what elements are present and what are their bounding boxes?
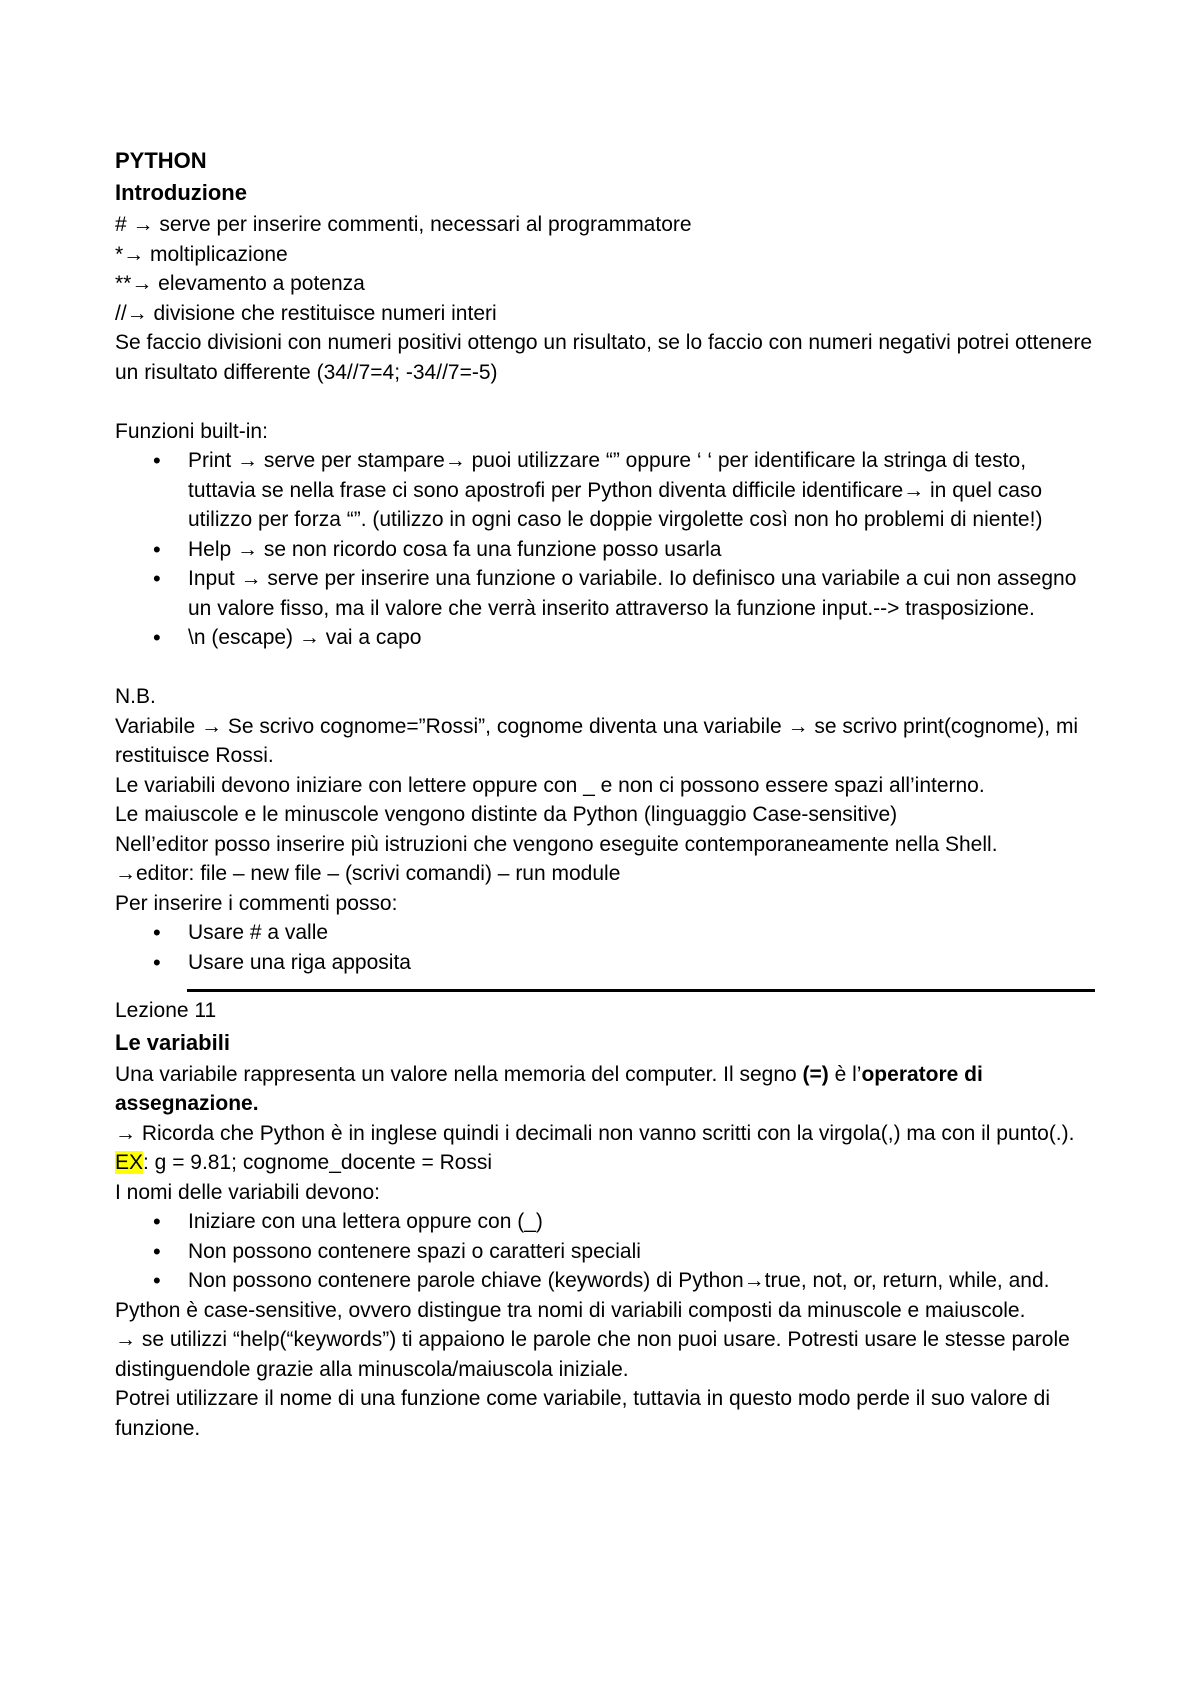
builtin-list (115, 446, 1095, 653)
closing-help-keywords: → se utilizzi “help(“keywords”) ti appaiono le parole che non puoi usare. Potresti usare le stesse parole distinguendole grazie alla minuscola/maiuscola iniziale. (115, 1328, 1070, 1381)
definition-mid: è l’ (828, 1062, 862, 1086)
spacer (115, 387, 1095, 417)
nb-line-naming: Le variabili devono iniziare con lettere oppure con _ e non ci possono essere spazi all’interno. (115, 773, 985, 797)
list-item: • Input → serve per inserire una funzione o variabile. Io definisco una variabile a cui non assegno un valore fisso, ma il valore che verrà inserito attraverso la funzione input.--> trasposizione. (115, 564, 1095, 623)
document-title: PYTHON (115, 148, 207, 173)
intro-line-comment: # → serve per inserire commenti, necessari al programmatore (115, 213, 692, 236)
names-list (115, 1207, 1095, 1296)
lesson-definition (115, 1060, 1095, 1119)
definition-text: Una variabile rappresenta un valore nella memoria del computer. Il segno (115, 1062, 803, 1086)
builtin-label: Funzioni built-in: (115, 419, 268, 443)
list-item: • Non possono contenere spazi o caratteri speciali (115, 1237, 1095, 1267)
nb-label: N.B. (115, 685, 156, 708)
nb-line-case: Le maiuscole e le minuscole vengono distinte da Python (linguaggio Case-sensitive) (115, 803, 898, 826)
list-item: • Iniziare con una lettera oppure con (_) (115, 1207, 1095, 1237)
list-item: • Help → se non ricordo cosa fa una funzione posso usarla (115, 535, 1095, 565)
intro-line-power: **→ elevamento a potenza (115, 272, 365, 295)
spacer (115, 653, 1095, 683)
intro-paragraph-division: Se faccio divisioni con numeri positivi ottengo un risultato, se lo faccio con numeri negativi potrei ottenere un risultato differente (34//7=4; -34//7=-5) (115, 331, 1093, 384)
nb-line-editor-steps: →editor: file – new file – (scrivi comandi) – run module (115, 862, 621, 885)
lesson-decimal-note: → Ricorda che Python è in inglese quindi i decimali non vanno scritti con la virgola(,) ma con il punto(.). (115, 1121, 1075, 1145)
list-item: • Print → serve per stampare→ puoi utilizzare “” oppure ‘ ‘ per identificare la stringa di testo, tuttavia se nella frase ci sono apostrofi per Python diventa difficile identificare→ in quel caso utilizzo per forza “”. (utilizzo in ogni caso le doppie virgolette così non ho problemi di niente!) (115, 446, 1095, 535)
intro-line-multiplication: *→ moltiplicazione (115, 242, 288, 266)
closing-case-sensitive: Python è case-sensitive, ovvero distingue tra nomi di variabili composti da minuscole e maiuscole. (115, 1298, 1026, 1322)
closing-function-name: Potrei utilizzare il nome di una funzione come variabile, tuttavia in questo modo perde il suo valore di funzione. (115, 1387, 1051, 1440)
nb-line-variable: Variabile → Se scrivo cognome=”Rossi”, cognome diventa una variabile → se scrivo print(cognome), mi restituisce Rossi. (115, 714, 1079, 767)
names-label: I nomi delle variabili devono: (115, 1180, 380, 1204)
list-item: • Usare una riga apposita (115, 948, 1095, 978)
nb-line-editor: Nell’editor posso inserire più istruzioni che vengono eseguite contemporaneamente nella Shell. (115, 832, 998, 856)
example-label-highlight: EX (115, 1151, 144, 1174)
intro-line-integer-division: //→ divisione che restituisce numeri interi (115, 301, 497, 325)
comments-list (115, 918, 1095, 977)
list-item: • Usare # a valle (115, 918, 1095, 948)
lesson-example (115, 1148, 1095, 1178)
lesson-heading: Le variabili (115, 1029, 230, 1055)
definition-equals: (=) (802, 1062, 829, 1086)
intro-heading: Introduzione (115, 180, 247, 205)
list-item: • Non possono contenere parole chiave (keywords) di Python→true, not, or, return, while, and. (115, 1266, 1095, 1296)
section-divider (187, 989, 1095, 992)
nb-line-comments: Per inserire i commenti posso: (115, 891, 398, 915)
lesson-label: Lezione 11 (115, 999, 217, 1022)
definition-bold: operatore di assegnazione. (115, 1062, 983, 1115)
example-text: : g = 9.81; cognome_docente = Rossi (143, 1151, 493, 1174)
list-item: • \n (escape) → vai a capo (115, 623, 1095, 653)
